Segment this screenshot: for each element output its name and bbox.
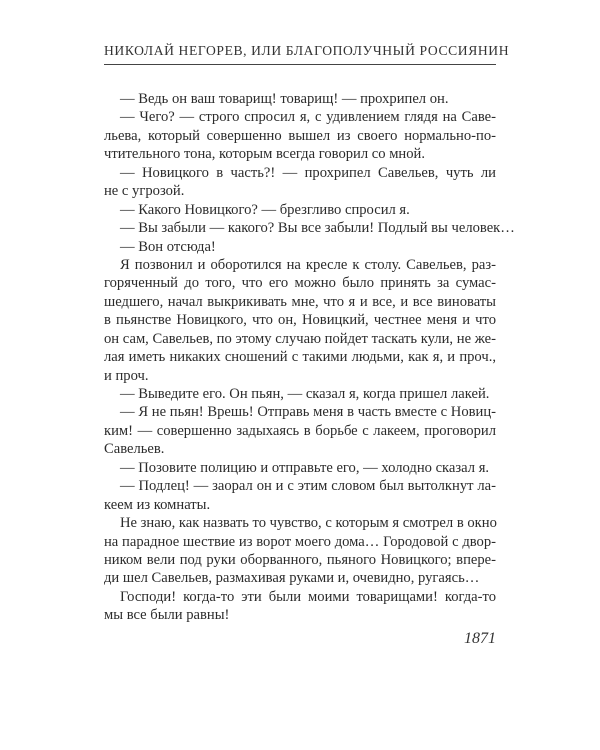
text-line: Господи! когда-то эти были моими товарищами! когда-то [120,588,496,605]
text-line: — Вы забыли — какого? Вы все забыли! Подлый вы человек… [120,220,515,237]
text-line: горяченный до того, что его можно было принять за сумас- [104,275,496,292]
text-line: мы все были равны! [104,607,230,624]
text-line: льева, который совершенно вышел из своего нормально-по- [104,127,496,144]
text-line: ником вели под руки оборванного, пьяного Новицкого; впере- [104,551,496,568]
text-line: кеем из комнаты. [104,496,211,513]
text-line: лая иметь никаких сношений с такими людьми, как я, и проч., [104,349,496,366]
text-line: — Выведите его. Он пьян, — сказал я, когда пришел лакей. [120,386,490,402]
text-line: он сам, Савельев, по этому случаю пойдет таскать кули, не же- [104,330,496,347]
text-line: — Новицкого в часть?! — прохрипел Савельев, чуть ли [120,164,496,181]
text-line: — Позовите полицию и отправьте его, — холодно сказал я. [120,459,490,476]
text-line: ди шел Савельев, размахивая руками и, очевидно, ругаясь… [104,570,480,587]
text-line: не с угрозой. [104,183,185,200]
running-header: НИКОЛАЙ НЕГОРЕВ, ИЛИ БЛАГОПОЛУЧНЫЙ РОССИЯНИН [104,43,510,58]
text-line: — Чего? — строго спросил я, с удивлением глядя на Саве- [120,109,496,126]
text-line: и проч. [104,367,149,384]
header-rule [104,64,496,65]
text-line: на парадное шествие из ворот моего дома… Городовой с двор- [104,533,496,550]
text-line: Не знаю, как назвать то чувство, с которым я смотрел в окно [120,515,497,532]
text-line: — Подлец! — заорал он и с этим словом был вытолкнут ла- [120,478,496,495]
text-line: — Я не пьян! Врешь! Отправь меня в часть вместе с Новиц- [120,404,496,421]
page-number: 1871 [464,630,496,647]
text-line: — Вон отсюда! [120,238,216,255]
text-line: чтительного тона, которым всегда говорил со мной. [104,146,425,163]
text-line: ким! — совершенно задыхаясь в борьбе с лакеем, проговорил [104,422,496,439]
text-line: — Какого Новицкого? — брезгливо спросил я. [120,201,410,218]
text-line: шедшего, начал выкрикивать мне, что я и все, и все виноваты [104,293,496,310]
text-line: в пьянстве Новицкого, что он, Новицкий, честнее меня и что [104,312,496,329]
text-line: Савельев. [104,441,165,458]
body-text [104,90,515,625]
text-line: Я позвонил и оборотился на кресле к столу. Савельев, раз- [120,256,496,273]
text-line: — Ведь он ваш товарищ! товарищ! — прохрипел он. [120,91,449,107]
